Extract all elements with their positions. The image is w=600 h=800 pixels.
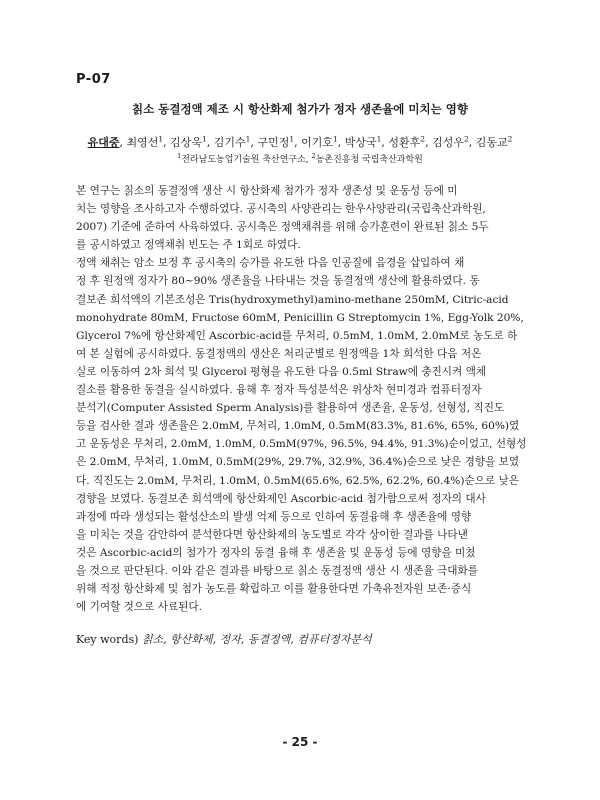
author: , 이기호 <box>294 136 333 149</box>
keywords: 칡소, 항산화제, 정자, 동결정액, 컴퓨터정자분석 <box>141 633 372 646</box>
body-line: 위해 적정 항산화제 및 첨가 농도를 확립하고 이를 활용한다면 가축유전자원 보존·증식 <box>76 583 472 596</box>
author: , 김성우 <box>425 136 464 149</box>
poster-code: P-07 <box>76 72 111 87</box>
author: , 김기수 <box>206 136 246 149</box>
keywords-line <box>76 631 372 647</box>
body-line: 은 2.0mM, 무처리, 1.0mM, 0.5mM(29%, 29.7%, 32.9%, 36.4%)순으로 낮은 경향을 보였 <box>76 456 520 469</box>
body-line: 경향을 보였다. 동결보존 희석액에 항산화제인 Ascorbic-acid 첨가함으로써 정자의 대사 <box>76 492 486 505</box>
author-affil-mark: 2 <box>463 134 469 144</box>
author: , 구민정 <box>250 136 290 149</box>
body-line: monohydrate 80mM, Fructose 60mM, Penicillin G Streptomycin 1%, Egg-Yolk 20%, <box>76 311 524 324</box>
body-line: 것은 Ascorbic-acid의 첨가가 정자의 동결 융해 후 생존율 및 운동성 등에 영향을 미쳤 <box>76 546 476 559</box>
author: , 김상욱 <box>163 136 203 149</box>
author-affil-mark: 1 <box>289 134 295 144</box>
abstract-body <box>76 182 526 616</box>
body-line: Glycerol 7%에 항산화제인 Ascorbic-acid를 무처리, 0.5mM, 1.0mM, 2.0mM로 농도로 하 <box>76 329 518 342</box>
affil-mark: 2 <box>311 152 316 160</box>
paper-title: 칡소 동결정액 제조 시 항산화제 첨가가 정자 생존율에 미치는 영향 <box>132 102 468 116</box>
affil-mark: 1 <box>177 152 182 160</box>
author-affil-mark: 1 <box>376 134 382 144</box>
body-line: 고 운동성은 무처리, 2.0mM, 1.0mM, 0.5mM(97%, 96.5%, 94.4%, 91.3%)순이었고, 선형성 <box>76 438 527 451</box>
body-line: 본 연구는 칡소의 동결정액 생산 시 항산화제 첨가가 정자 생존성 및 운동성 등에 미 <box>76 185 458 197</box>
body-line: 다. 직진도는 2.0mM, 무처리, 1.0mM, 0.5mM(65.6%, 62.5%, 62.2%, 60.4%)순으로 낮은 <box>76 474 520 487</box>
author-affil-mark: 2 <box>507 134 513 144</box>
author-affil-mark: 1 <box>332 134 338 144</box>
body-line: 실로 이동하여 2차 희석 및 Glycerol 평형을 유도한 다음 0.5ml Straw에 충진시켜 액체 <box>76 365 487 378</box>
author: , 성환후 <box>381 136 421 149</box>
author-affil-mark: 2 <box>420 134 426 144</box>
body-line: 결보존 희석액의 기본조성은 Tris(hydroxymethyl)amino-methane 250mM, Citric-acid <box>76 293 509 306</box>
page-number: - 25 - <box>282 735 318 749</box>
body-line: 정액 채취는 암소 보정 후 공시축의 승가를 유도한 다음 인공질에 음경을 삽입하여 채 <box>76 257 465 270</box>
body-line: 여 본 실험에 공시하였다. 동결정액의 생산은 처리군별로 원정액을 1차 희석한 다음 저온 <box>76 347 482 360</box>
body-line: 등을 검사한 결과 생존율은 2.0mM, 무처리, 1.0mM, 0.5mM(83.3%, 81.6%, 65%, 60%)였 <box>76 420 520 433</box>
affiliations <box>0 152 600 165</box>
affiliation-2: 농촌진흥청 국립축산과학원 <box>315 155 423 165</box>
body-line: 2007) 기준에 준하여 사육하였다. 공시축은 정액채취를 위해 승가훈련이 완료된 칡소 5두 <box>76 221 489 234</box>
author-list <box>0 134 600 150</box>
body-line: 를 공시하였고 정액채취 빈도는 주 1회로 하였다. <box>76 239 301 252</box>
presenting-author: 유대중 <box>87 136 120 149</box>
author-affil-mark: 1 <box>245 134 251 144</box>
body-line: 에 기여할 것으로 사료된다. <box>76 601 203 614</box>
body-line: 정 후 원정액 정자가 80~90% 생존율을 나타내는 것을 동결정액 생산에 활용하였다. 동 <box>76 275 480 288</box>
author-affil-mark: 1 <box>158 134 164 144</box>
author: , 최영선 <box>119 136 159 149</box>
author-affil-mark: 1 <box>202 134 207 144</box>
body-line: 질소를 활용한 동결을 실시하였다. 융해 후 정자 특성분석은 위상차 현미경과 컴퓨터정자 <box>76 384 482 397</box>
affiliation-1: 전라남도농업기술원 축산연구소, <box>181 155 312 165</box>
body-line: 을 것으로 판단된다. 이와 같은 결과를 바탕으로 칡소 동결정액 생산 시 생존율 극대화를 <box>76 564 478 577</box>
body-line: 과정에 따라 생성되는 활성산소의 발생 억제 등으로 인하여 동결융해 후 생존율에 영향 <box>76 510 472 523</box>
keywords-label: Key words) <box>76 633 139 646</box>
body-line: 치는 영향을 조사하고자 수행하였다. 공시축의 사양관리는 한우사양관리(국립축산과학원, <box>76 203 486 216</box>
body-line: 을 미치는 것을 감안하여 분석한다면 항산화제의 농도별로 각각 상이한 결과를 나타낸 <box>76 528 468 541</box>
body-line: 분석기(Computer Assisted Sperm Analysis)를 활용하여 생존율, 운동성, 선형성, 직진도 <box>76 402 505 415</box>
author: , 박상국 <box>337 136 377 149</box>
author: , 김동교 <box>468 136 508 149</box>
